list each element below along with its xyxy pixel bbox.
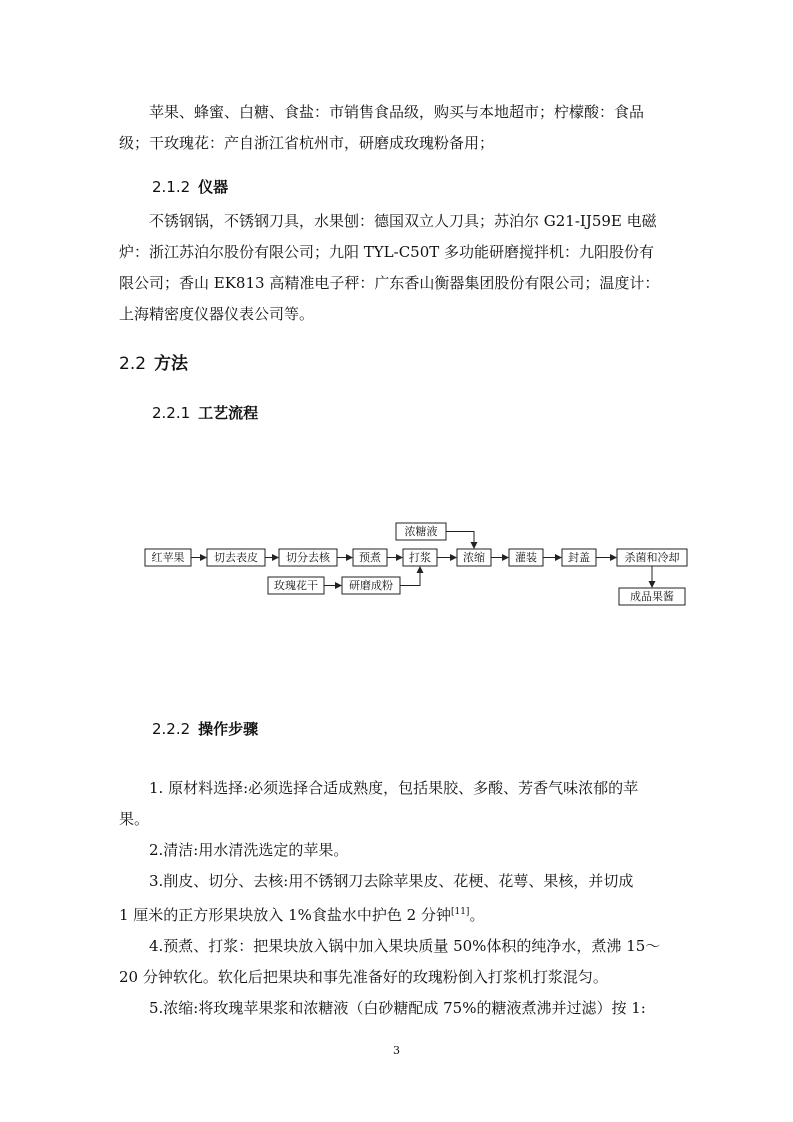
section-title: 方法	[154, 354, 189, 374]
step-4-line-2: 20 分钟软化。软化后把果块和事先准备好的玫瑰粉倒入打浆机打浆混匀。	[119, 968, 608, 986]
instruments-line-3: 限公司；香山 EK813 高精准电子秤：广东香山衡器集团股份有限公司；温度计：	[119, 274, 660, 292]
flow-step-label: 研磨成粉	[349, 579, 393, 592]
flow-step-syrup	[396, 523, 446, 540]
section-number: 2.2.2	[152, 720, 191, 738]
text-line	[119, 897, 675, 931]
flow-step-label: 杀菌和冷却	[624, 551, 680, 564]
flow-step-pulp	[403, 549, 437, 566]
flow-step-label: 切分去核	[286, 551, 330, 564]
step-5-line-1: 5.浓缩:将玫瑰苹果浆和浓糖液（白砂糖配成 75%的糖液煮沸并过滤）按 1:	[149, 999, 646, 1017]
flow-step-label: 成品果酱	[630, 590, 674, 603]
text-line	[119, 835, 675, 866]
materials-line-1: 苹果、蜂蜜、白糖、食盐：市销售食品级，购买与本地超市；柠檬酸：食品	[149, 103, 645, 121]
step-3-end: 。	[469, 906, 485, 924]
section-title: 仪器	[198, 178, 229, 196]
step-4-line-1: 4.预煮、打浆：把果块放入锅中加入果块质量 50%体积的纯净水，煮沸 15～	[149, 937, 661, 955]
text-line	[119, 866, 675, 897]
section-title: 操作步骤	[198, 720, 259, 738]
flow-step-label: 灌装	[515, 551, 537, 564]
section-number: 2.1.2	[152, 178, 191, 196]
steps-paragraphs	[119, 773, 675, 1024]
page-number: 3	[393, 1044, 400, 1057]
step-2: 2.清洁:用水清洗选定的苹果。	[149, 841, 349, 859]
section-number: 2.2	[119, 354, 147, 374]
instruments-line-1: 不锈钢锅，不锈钢刀具，水果刨：德国双立人刀具；苏泊尔 G21-IJ59E 电磁	[149, 212, 657, 230]
text-line	[119, 773, 675, 804]
flow-step-label: 玫瑰花干	[274, 579, 318, 592]
flow-step-label: 打浆	[409, 551, 431, 564]
flow-step-product	[619, 588, 685, 605]
step-3-line-2: 1 厘米的正方形果块放入 1%食盐水中护色 2 分钟	[119, 906, 451, 924]
flow-step-rose	[268, 577, 324, 594]
flow-step-label: 封盖	[568, 551, 590, 564]
instruments-line-4: 上海精密度仪器仪表公司等。	[119, 305, 315, 323]
section-number: 2.2.1	[152, 404, 191, 422]
flow-arrow	[446, 532, 474, 549]
flow-step-red-apple	[145, 549, 191, 566]
citation-reference: [11]	[450, 907, 470, 917]
text-line	[119, 931, 675, 962]
flow-step-grind	[342, 577, 400, 594]
flow-step-label: 预煮	[359, 551, 381, 564]
step-3-line-1: 3.削皮、切分、去核:用不锈钢刀去除苹果皮、花梗、花萼、果核，并切成	[149, 872, 634, 890]
flow-step-label: 红苹果	[151, 551, 185, 564]
flow-step-concentrate	[457, 549, 491, 566]
flow-step-label: 浓缩	[463, 551, 485, 564]
flow-step-peel	[207, 549, 265, 566]
section-title: 工艺流程	[198, 404, 259, 422]
flow-step-seal	[562, 549, 596, 566]
flow-step-label: 切去表皮	[214, 551, 258, 564]
flow-step-sterilize-cool	[617, 549, 687, 566]
flow-step-cut-core	[279, 549, 337, 566]
flow-step-label: 浓糖液	[404, 525, 438, 538]
step-1-line-2: 果。	[119, 810, 150, 828]
materials-line-2: 级；干玫瑰花：产自浙江省杭州市，研磨成玫瑰粉备用；	[119, 134, 495, 152]
step-1-line-1: 1. 原材料选择:必须选择合适成熟度，包括果胶、多酸、芳香气味浓郁的苹	[149, 779, 639, 797]
flow-arrow	[400, 567, 420, 586]
flow-step-precook	[353, 549, 387, 566]
section-heading-2-2-2	[152, 718, 258, 739]
flow-step-fill	[509, 549, 543, 566]
instruments-line-2: 炉：浙江苏泊尔股份有限公司；九阳 TYL-C50T 多功能研磨搅拌机：九阳股份有	[119, 243, 655, 261]
text-line	[119, 993, 675, 1024]
